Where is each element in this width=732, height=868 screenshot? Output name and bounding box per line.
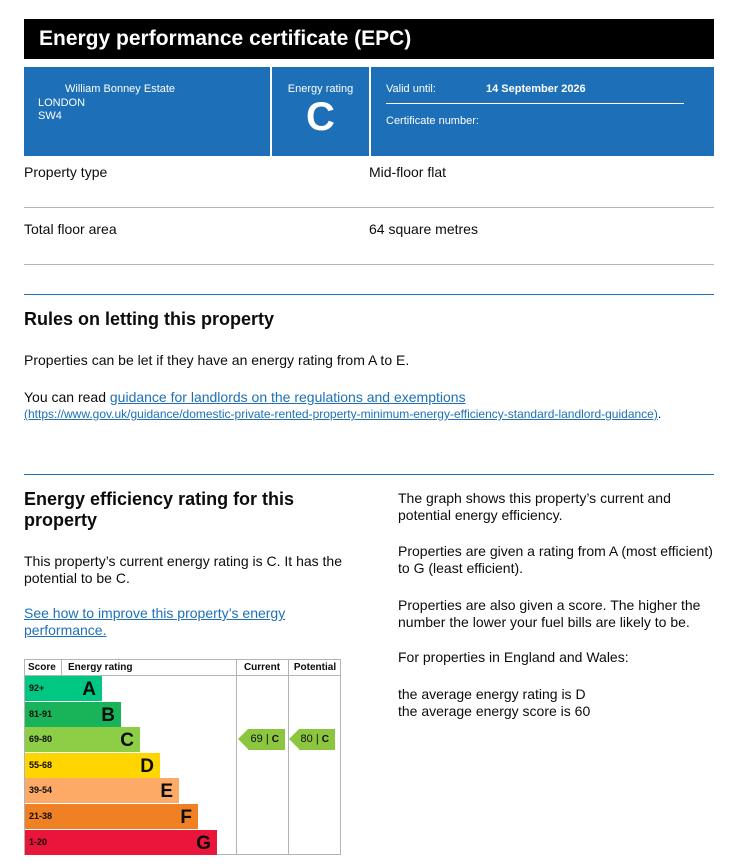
band-bar-g: G: [61, 830, 217, 855]
chart-divider: [288, 660, 289, 854]
certificate-number-label: Certificate number:: [386, 115, 479, 127]
floor-area-row: [24, 207, 714, 265]
page-title: Energy performance certificate (EPC): [39, 27, 412, 50]
efficiency-paragraph: This property’s current energy rating is C. It has the potential to be C.: [24, 553, 342, 586]
average-score-text: the average energy score is 60: [398, 703, 591, 719]
valid-until-value: 14 September 2026: [486, 83, 586, 95]
band-score-d: 55-68: [25, 753, 61, 778]
page-title-bar: [24, 19, 714, 59]
chart-divider: [61, 660, 62, 675]
improve-paragraph: [24, 605, 324, 639]
section-divider: [24, 474, 714, 475]
current-rating-arrow-letter: C: [271, 734, 279, 746]
graph-explanation: The graph shows this property’s current and potential energy efficiency.: [398, 490, 671, 523]
score-column-header: Score: [28, 662, 56, 673]
potential-rating-arrow: [289, 729, 335, 750]
letting-heading: Rules on letting this property: [24, 309, 275, 329]
potential-rating-arrow-letter: C: [321, 734, 329, 746]
guidance-url-end: .: [657, 407, 662, 421]
band-score-b: 81-91: [25, 702, 61, 727]
band-score-a: 92+: [25, 676, 61, 701]
address-line-1: William Bonney Estate: [65, 83, 176, 95]
floor-area-label: Total floor area: [24, 221, 117, 237]
address-panel: [24, 67, 270, 156]
guidance-url-link[interactable]: (https://www.gov.uk/guidance/domestic-private-rented-property-minimum-energy-efficiency-standard-landlord-guidance): [24, 407, 658, 421]
band-score-e: 39-54: [25, 778, 61, 803]
potential-column-header: Potential: [293, 662, 337, 673]
current-column-header: Current: [243, 662, 281, 673]
guidance-url-paragraph: [24, 406, 684, 423]
band-score-g: 1-20: [25, 830, 61, 855]
property-type-value: Mid-floor flat: [369, 164, 447, 180]
band-score-c: 69-80: [25, 727, 61, 752]
energy-rating-value: C: [306, 95, 335, 139]
band-bar-e: E: [61, 778, 179, 803]
improve-performance-link[interactable]: See how to improve this property’s energy performance.: [24, 605, 286, 638]
current-rating-arrow-tip: [238, 729, 248, 749]
current-rating-arrow-label: 69 | C: [248, 729, 285, 750]
valid-until-label: Valid until:: [386, 83, 436, 95]
floor-area-value: 64 square metres: [369, 221, 478, 237]
property-type-label: Property type: [24, 164, 108, 180]
energy-rating-chart: [24, 659, 341, 855]
efficiency-heading: Energy efficiency rating for this property: [24, 489, 295, 530]
rating-column-header: Energy rating: [68, 662, 133, 673]
chart-divider: [236, 660, 237, 854]
band-score-f: 21-38: [25, 804, 61, 829]
rating-explanation: Properties are given a rating from A (most efficient) to G (least efficient).: [398, 543, 713, 576]
band-bar-a: A: [61, 676, 102, 701]
address-line-3: SW4: [38, 110, 62, 122]
average-rating-text: the average energy rating is D: [398, 686, 586, 702]
energy-rating-panel: [272, 67, 369, 156]
guidance-link[interactable]: guidance for landlords on the regulations and exemptions: [109, 389, 466, 405]
section-divider: [24, 294, 714, 295]
band-bar-d: D: [61, 753, 160, 778]
current-rating-arrow: [238, 729, 285, 750]
letting-guidance-paragraph: [24, 389, 714, 406]
band-bar-f: F: [61, 804, 198, 829]
property-type-row: [24, 150, 714, 208]
guidance-prefix: You can read: [24, 389, 110, 405]
address-line-2: LONDON: [38, 96, 86, 109]
band-bar-b: B: [61, 702, 121, 727]
potential-rating-arrow-label: 80 | C: [299, 729, 335, 750]
england-wales-text: For properties in England and Wales:: [398, 649, 629, 665]
potential-rating-arrow-tip: [289, 729, 299, 749]
validity-panel: [371, 67, 714, 156]
letting-paragraph: Properties can be let if they have an energy rating from A to E.: [24, 352, 410, 368]
band-bar-c: C: [61, 727, 140, 752]
energy-rating-label: Energy rating: [287, 83, 354, 95]
score-explanation: Properties are also given a score. The higher the number the lower your fuel bills are likely to be.: [398, 597, 701, 630]
